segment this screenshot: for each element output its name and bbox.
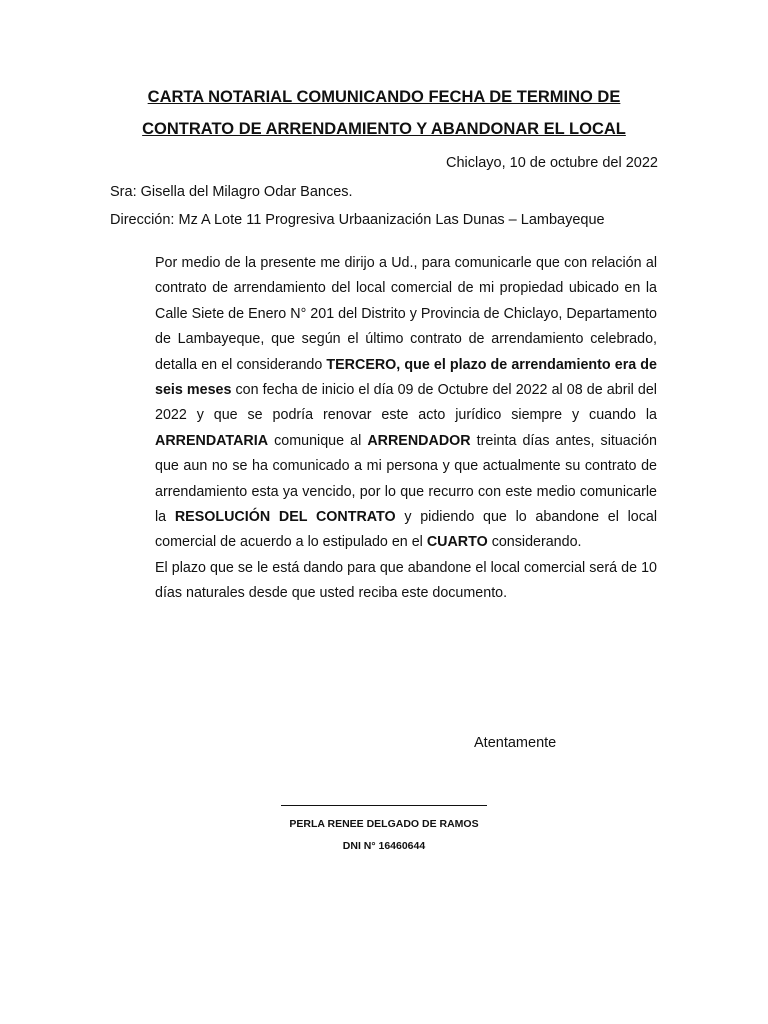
signature-line: [281, 805, 487, 806]
signatory-dni: DNI N° 16460644: [342, 840, 426, 852]
title-line-1: CARTA NOTARIAL COMUNICANDO FECHA DE TERMINO DE: [147, 88, 621, 106]
body-text-segment: con fecha de inicio el día 09 de Octubre del 2022 al 08 de abril del 2022 y que se podría renovar este acto jurídico siempre y cuando la: [155, 382, 657, 424]
body-bold-resolucion: RESOLUCIÓN DEL CONTRATO: [174, 509, 396, 526]
address-line: Dirección: Mz A Lote 11 Progresiva Urbaanización Las Dunas – Lambayeque: [110, 212, 605, 228]
body-text-segment: Por medio de la presente me dirijo a Ud., para comunicarle que con relación al contrato de arrendamiento del local comercial de mi propiedad ubicado en la Calle Siete de Enero N° 201 del Distrito y Provincia de Chiclayo, Departamento de Lambayeque, que según el último contrato de arrendamiento celebrado, detalla en el considerando: [155, 255, 657, 373]
body-bold-arrendador: ARRENDADOR: [367, 432, 471, 449]
body-bold-arrendataria: ARRENDATARIA: [155, 432, 269, 449]
body-paragraph-2: El plazo que se le está dando para que abandone el local comercial será de 10 días naturales desde que usted reciba este documento.: [155, 559, 657, 602]
recipient-line: Sra: Gisella del Milagro Odar Bances.: [110, 184, 353, 200]
body-text-segment: comunique al: [268, 432, 368, 449]
body-text-segment: considerando.: [487, 534, 582, 551]
document-title: [100, 81, 668, 145]
body-text-segment: treinta días antes, situación que aun no se ha comunicado a mi persona y que actualmente su contrato de arrendamiento esta ya vencido, por lo que recurro con este medio comunicarle la: [155, 432, 657, 526]
date-line: Chiclayo, 10 de octubre del 2022: [445, 155, 658, 171]
letter-body: [155, 251, 657, 607]
body-bold-tercero: TERCERO, que el plazo de arrendamiento era de seis meses: [155, 356, 657, 399]
closing-text: Atentamente: [474, 735, 557, 751]
body-paragraph-1: [155, 251, 657, 556]
body-text-segment: y pidiendo que lo abandone el local comercial de acuerdo a lo estipulado en el: [155, 509, 657, 551]
signatory-name: PERLA RENEE DELGADO DE RAMOS: [289, 818, 479, 830]
body-bold-cuarto: CUARTO: [426, 534, 488, 551]
title-line-2: CONTRATO DE ARRENDAMIENTO Y ABANDONAR EL LOCAL: [142, 120, 626, 138]
